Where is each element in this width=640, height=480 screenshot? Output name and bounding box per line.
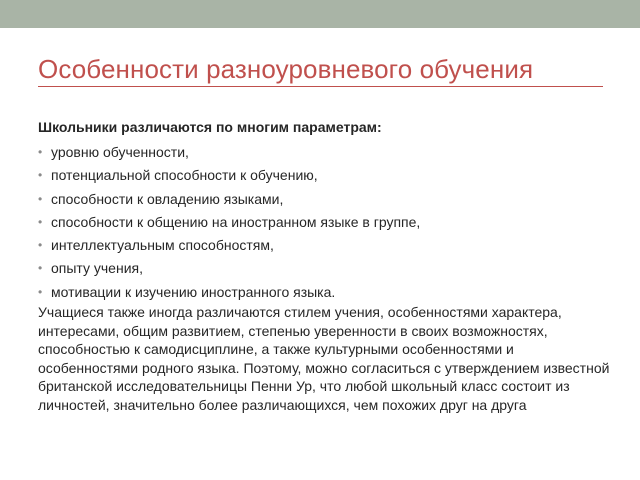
- body-paragraph: Учащиеся также иногда различаются стилем учения, особенностями характера, интересами, общим развитием, степенью уверенности в своих возможностях, способностью к самодисциплине, а также культурными особенностями и особенностями родного языка. Поэтому, можно согласиться с утверждением известной британской исследовательницы Пенни Ур, что любой школьный класс состоит из личностей, значительно более различающихся, чем похожих друг на друга: [38, 304, 610, 414]
- slide-title: Особенности разноуровневого обучения: [38, 54, 534, 84]
- bullet-marker: •: [38, 214, 43, 229]
- bullet-list: [38, 143, 618, 301]
- bullet-marker: •: [38, 168, 43, 183]
- slide-content: [38, 119, 618, 415]
- list-item-text: мотивации к изучению иностранного языка.: [51, 283, 336, 300]
- list-item-text: способности к овладению языками,: [51, 190, 284, 207]
- bullet-marker: •: [38, 238, 43, 253]
- bullet-marker: •: [38, 191, 43, 206]
- bullet-marker: •: [38, 145, 43, 159]
- bullet-marker: •: [38, 261, 43, 276]
- list-item: [38, 190, 618, 208]
- list-item: [38, 213, 618, 231]
- list-item: [38, 143, 618, 161]
- list-item-text: интеллектуальным способностям,: [51, 237, 274, 254]
- list-item: [38, 283, 618, 301]
- lead-text: Школьники различаются по многим параметрам:: [38, 119, 382, 135]
- list-item-text: уровню обученности,: [51, 144, 189, 160]
- list-item: [38, 259, 618, 277]
- top-decorative-band: [0, 0, 640, 28]
- list-item-text: опыту учения,: [51, 260, 143, 277]
- list-item: [38, 166, 618, 184]
- bullet-marker: •: [38, 284, 43, 299]
- list-item-text: способности к общению на иностранном языке в группе,: [51, 213, 421, 230]
- list-item-text: потенциальной способности к обучению,: [51, 167, 318, 184]
- title-underline: [38, 86, 603, 87]
- list-item: [38, 236, 618, 254]
